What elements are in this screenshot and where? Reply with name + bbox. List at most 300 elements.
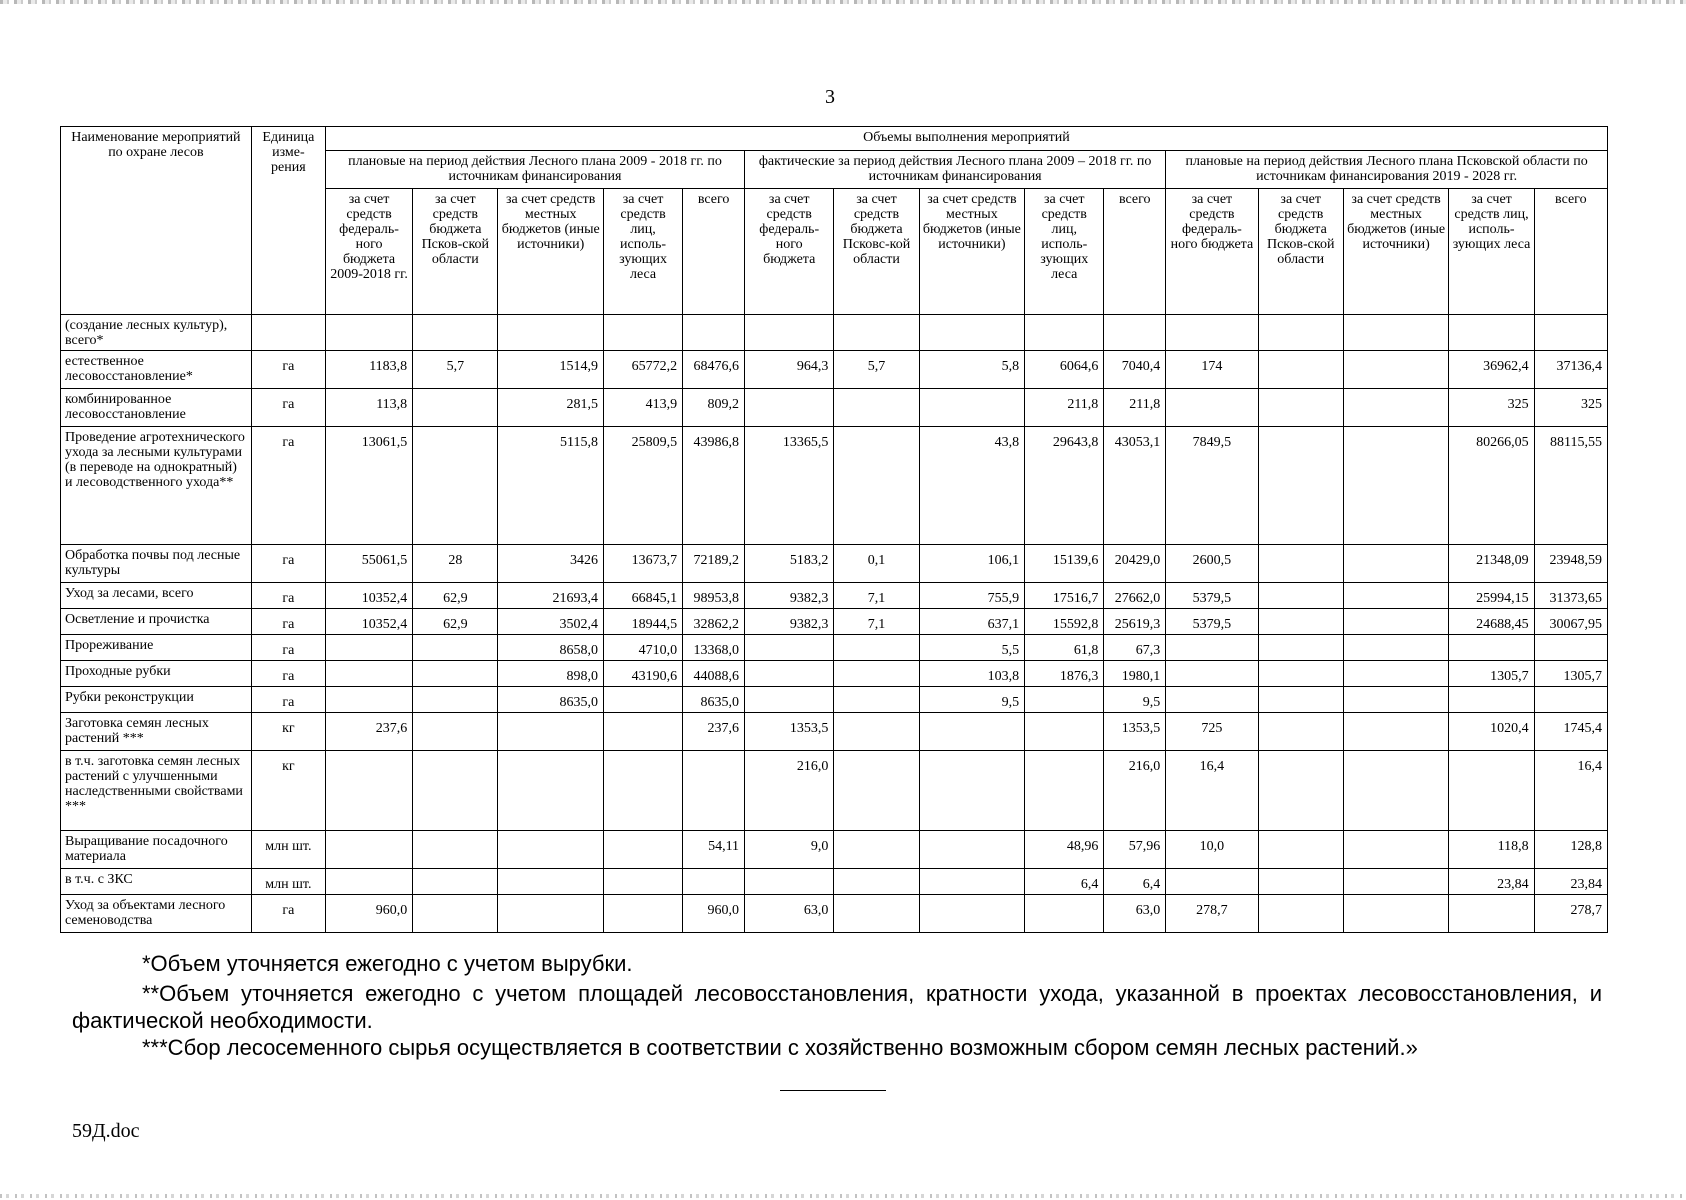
cell-value: 7040,4	[1104, 351, 1166, 389]
table-row	[61, 895, 1608, 933]
row-unit: га	[251, 583, 325, 609]
row-unit: га	[251, 389, 325, 427]
subheader-g2-col2: за счет средств бюджета Псковс-кой области	[834, 189, 919, 315]
cell-value	[603, 831, 682, 869]
cell-value: 25809,5	[603, 427, 682, 545]
cell-value	[413, 389, 498, 427]
subheader-g3-col1: за счет средств федераль-ного бюджета	[1166, 189, 1258, 315]
row-unit: га	[251, 609, 325, 635]
subheader-g2-col4: за счет средств лиц, исполь-зующих леса	[1025, 189, 1104, 315]
cell-value: 18944,5	[603, 609, 682, 635]
cell-value: 63,0	[745, 895, 834, 933]
cell-value: 68476,6	[683, 351, 745, 389]
cell-value	[325, 635, 412, 661]
table-row	[61, 427, 1608, 545]
cell-value: 10352,4	[325, 609, 412, 635]
cell-value: 960,0	[683, 895, 745, 933]
cell-value	[1343, 687, 1449, 713]
row-name: в т.ч. заготовка семян лесных растений с улучшенными наследственными свойствами ***	[61, 751, 252, 831]
cell-value: 325	[1534, 389, 1607, 427]
cell-value	[1343, 751, 1449, 831]
cell-value: 80266,05	[1449, 427, 1534, 545]
cell-value: 7,1	[834, 609, 919, 635]
cell-value: 216,0	[1104, 751, 1166, 831]
cell-value	[834, 869, 919, 895]
cell-value	[919, 713, 1025, 751]
cell-value	[603, 713, 682, 751]
cell-value	[1258, 713, 1343, 751]
cell-value: 17516,7	[1025, 583, 1104, 609]
cell-value: 9,5	[1104, 687, 1166, 713]
cell-value: 1183,8	[325, 351, 412, 389]
cell-value: 63,0	[1104, 895, 1166, 933]
cell-value	[1258, 895, 1343, 933]
cell-value	[919, 751, 1025, 831]
cell-value	[413, 315, 498, 351]
cell-value: 5115,8	[498, 427, 604, 545]
cell-value	[919, 869, 1025, 895]
cell-value: 43190,6	[603, 661, 682, 687]
cell-value: 16,4	[1166, 751, 1258, 831]
cell-value	[834, 751, 919, 831]
row-name: Заготовка семян лесных растений ***	[61, 713, 252, 751]
row-unit: кг	[251, 713, 325, 751]
cell-value: 28	[413, 545, 498, 583]
row-unit: га	[251, 687, 325, 713]
cell-value	[1449, 635, 1534, 661]
cell-value	[413, 751, 498, 831]
table-row	[61, 609, 1608, 635]
table-row	[61, 713, 1608, 751]
row-unit	[251, 315, 325, 351]
row-name: Проходные рубки	[61, 661, 252, 687]
cell-value	[834, 427, 919, 545]
cell-value: 21348,09	[1449, 545, 1534, 583]
cell-value	[413, 713, 498, 751]
cell-value: 23948,59	[1534, 545, 1607, 583]
row-unit: млн шт.	[251, 869, 325, 895]
cell-value	[919, 315, 1025, 351]
cell-value: 13061,5	[325, 427, 412, 545]
header-group-planned-2009-2018: плановые на период действия Лесного плана 2009 - 2018 гг. по источникам финансирования	[325, 151, 744, 189]
cell-value	[834, 831, 919, 869]
cell-value: 5379,5	[1166, 583, 1258, 609]
cell-value	[1343, 315, 1449, 351]
subheader-g2-col3: за счет средств местных бюджетов (иные источники)	[919, 189, 1025, 315]
header-group-actual-2009-2018: фактические за период действия Лесного плана 2009 – 2018 гг. по источникам финансирования	[745, 151, 1166, 189]
cell-value: 106,1	[919, 545, 1025, 583]
cell-value: 27662,0	[1104, 583, 1166, 609]
cell-value: 216,0	[745, 751, 834, 831]
cell-value: 24688,45	[1449, 609, 1534, 635]
cell-value: 43,8	[919, 427, 1025, 545]
cell-value	[1449, 751, 1534, 831]
cell-value: 25619,3	[1104, 609, 1166, 635]
cell-value: 37136,4	[1534, 351, 1607, 389]
cell-value	[745, 635, 834, 661]
subheader-g2-col1: за счет средств федераль-ного бюджета	[745, 189, 834, 315]
cell-value	[834, 635, 919, 661]
cell-value: 25994,15	[1449, 583, 1534, 609]
cell-value: 8635,0	[498, 687, 604, 713]
cell-value: 21693,4	[498, 583, 604, 609]
cell-value	[1258, 661, 1343, 687]
cell-value	[1343, 351, 1449, 389]
cell-value: 1353,5	[1104, 713, 1166, 751]
cell-value: 128,8	[1534, 831, 1607, 869]
cell-value	[919, 831, 1025, 869]
cell-value	[325, 661, 412, 687]
cell-value: 725	[1166, 713, 1258, 751]
cell-value: 13673,7	[603, 545, 682, 583]
cell-value	[325, 831, 412, 869]
cell-value: 5,5	[919, 635, 1025, 661]
cell-value: 4710,0	[603, 635, 682, 661]
cell-value	[1343, 583, 1449, 609]
cell-value	[1258, 869, 1343, 895]
cell-value	[413, 635, 498, 661]
cell-value	[1343, 713, 1449, 751]
table-row	[61, 687, 1608, 713]
row-name: естественное лесовосстановление*	[61, 351, 252, 389]
subheader-g1-col3: за счет средств местных бюджетов (иные источники)	[498, 189, 604, 315]
cell-value: 9382,3	[745, 583, 834, 609]
cell-value: 1353,5	[745, 713, 834, 751]
header-name: Наименование мероприятий по охране лесов	[61, 127, 252, 315]
file-name: 59Д.doc	[72, 1120, 140, 1142]
cell-value	[683, 751, 745, 831]
cell-value	[325, 869, 412, 895]
cell-value	[1449, 687, 1534, 713]
cell-value	[1166, 635, 1258, 661]
cell-value: 898,0	[498, 661, 604, 687]
cell-value: 2600,5	[1166, 545, 1258, 583]
table-row	[61, 751, 1608, 831]
cell-value	[603, 687, 682, 713]
cell-value	[1343, 831, 1449, 869]
cell-value	[1343, 427, 1449, 545]
row-name: (создание лесных культур), всего*	[61, 315, 252, 351]
row-name: Уход за объектами лесного семеноводства	[61, 895, 252, 933]
cell-value	[1025, 315, 1104, 351]
cell-value: 5379,5	[1166, 609, 1258, 635]
cell-value	[1025, 687, 1104, 713]
cell-value: 15139,6	[1025, 545, 1104, 583]
row-unit: млн шт.	[251, 831, 325, 869]
cell-value: 1305,7	[1534, 661, 1607, 687]
cell-value	[413, 869, 498, 895]
cell-value	[1449, 895, 1534, 933]
table-row	[61, 389, 1608, 427]
cell-value: 54,11	[683, 831, 745, 869]
row-name: Осветление и прочистка	[61, 609, 252, 635]
cell-value	[1104, 315, 1166, 351]
divider-line	[780, 1090, 886, 1091]
cell-value: 67,3	[1104, 635, 1166, 661]
cell-value	[745, 687, 834, 713]
row-name: Уход за лесами, всего	[61, 583, 252, 609]
table-row	[61, 545, 1608, 583]
cell-value: 5183,2	[745, 545, 834, 583]
cell-value: 413,9	[603, 389, 682, 427]
cell-value: 211,8	[1104, 389, 1166, 427]
cell-value	[1166, 869, 1258, 895]
header-group-planned-2019-2028: плановые на период действия Лесного плана Псковской области по источникам финансирования 2019 - 2028 гг.	[1166, 151, 1608, 189]
subheader-g1-col1: за счет средств федераль-ного бюджета 2009-2018 гг.	[325, 189, 412, 315]
cell-value: 1745,4	[1534, 713, 1607, 751]
cell-value: 43053,1	[1104, 427, 1166, 545]
cell-value	[1025, 713, 1104, 751]
cell-value	[1343, 895, 1449, 933]
cell-value: 281,5	[498, 389, 604, 427]
cell-value	[1258, 751, 1343, 831]
row-name: Обработка почвы под лесные культуры	[61, 545, 252, 583]
cell-value	[325, 315, 412, 351]
cell-value: 16,4	[1534, 751, 1607, 831]
table-header	[61, 127, 1608, 315]
cell-value	[1343, 661, 1449, 687]
row-unit: га	[251, 545, 325, 583]
cell-value	[1258, 351, 1343, 389]
row-name: Рубки реконструкции	[61, 687, 252, 713]
cell-value	[683, 315, 745, 351]
cell-value	[1343, 869, 1449, 895]
cell-value	[413, 895, 498, 933]
cell-value: 278,7	[1534, 895, 1607, 933]
cell-value	[603, 895, 682, 933]
table-row	[61, 869, 1608, 895]
row-unit: га	[251, 635, 325, 661]
row-name: Проведение агротехнического ухода за лесными культурами (в переводе на однократный) и лесоводственного ухода**	[61, 427, 252, 545]
cell-value: 72189,2	[683, 545, 745, 583]
cell-value: 211,8	[1025, 389, 1104, 427]
cell-value	[498, 713, 604, 751]
cell-value: 62,9	[413, 583, 498, 609]
cell-value: 13368,0	[683, 635, 745, 661]
cell-value: 9382,3	[745, 609, 834, 635]
cell-value	[1258, 635, 1343, 661]
cell-value	[745, 315, 834, 351]
subheader-g2-col5: всего	[1104, 189, 1166, 315]
row-name: Прореживание	[61, 635, 252, 661]
cell-value: 237,6	[683, 713, 745, 751]
header-volumes: Объемы выполнения мероприятий	[325, 127, 1607, 151]
table-row	[61, 315, 1608, 351]
cell-value	[1166, 389, 1258, 427]
subheader-g3-col5: всего	[1534, 189, 1607, 315]
cell-value	[1258, 831, 1343, 869]
cell-value: 964,3	[745, 351, 834, 389]
cell-value	[1258, 427, 1343, 545]
cell-value: 9,0	[745, 831, 834, 869]
forest-protection-table	[60, 126, 1608, 933]
cell-value	[413, 427, 498, 545]
cell-value: 6,4	[1104, 869, 1166, 895]
cell-value: 44088,6	[683, 661, 745, 687]
cell-value	[834, 389, 919, 427]
cell-value: 57,96	[1104, 831, 1166, 869]
cell-value	[1025, 751, 1104, 831]
cell-value: 98953,8	[683, 583, 745, 609]
cell-value	[834, 315, 919, 351]
cell-value: 1305,7	[1449, 661, 1534, 687]
cell-value: 3502,4	[498, 609, 604, 635]
cell-value	[1166, 661, 1258, 687]
cell-value	[1258, 315, 1343, 351]
cell-value: 20429,0	[1104, 545, 1166, 583]
cell-value	[1025, 895, 1104, 933]
cell-value	[834, 687, 919, 713]
subheader-g3-col2: за счет средств бюджета Псков-ской области	[1258, 189, 1343, 315]
cell-value: 88115,55	[1534, 427, 1607, 545]
table-row	[61, 351, 1608, 389]
row-unit: га	[251, 351, 325, 389]
cell-value: 809,2	[683, 389, 745, 427]
cell-value	[1166, 315, 1258, 351]
cell-value: 637,1	[919, 609, 1025, 635]
cell-value	[745, 389, 834, 427]
cell-value: 55061,5	[325, 545, 412, 583]
cell-value	[1258, 609, 1343, 635]
table-row	[61, 831, 1608, 869]
table-row	[61, 635, 1608, 661]
cell-value: 65772,2	[603, 351, 682, 389]
cell-value: 325	[1449, 389, 1534, 427]
cell-value: 10352,4	[325, 583, 412, 609]
cell-value	[413, 687, 498, 713]
cell-value	[683, 869, 745, 895]
cell-value: 48,96	[1025, 831, 1104, 869]
cell-value	[1534, 687, 1607, 713]
footnote-1: *Объем уточняется ежегодно с учетом вырубки.	[142, 951, 633, 976]
cell-value	[1343, 389, 1449, 427]
cell-value: 8658,0	[498, 635, 604, 661]
row-unit: га	[251, 661, 325, 687]
cell-value: 32862,2	[683, 609, 745, 635]
row-unit: кг	[251, 751, 325, 831]
cell-value: 62,9	[413, 609, 498, 635]
cell-value: 30067,95	[1534, 609, 1607, 635]
subheader-g3-col3: за счет средств местных бюджетов (иные источники)	[1343, 189, 1449, 315]
cell-value: 7849,5	[1166, 427, 1258, 545]
cell-value	[1534, 635, 1607, 661]
cell-value	[1534, 315, 1607, 351]
cell-value	[1258, 687, 1343, 713]
cell-value: 1876,3	[1025, 661, 1104, 687]
cell-value	[1343, 635, 1449, 661]
cell-value: 1020,4	[1449, 713, 1534, 751]
cell-value: 3426	[498, 545, 604, 583]
subheader-g1-col4: за счет средств лиц, исполь-зующих леса	[603, 189, 682, 315]
cell-value: 237,6	[325, 713, 412, 751]
row-unit: га	[251, 895, 325, 933]
cell-value	[1343, 609, 1449, 635]
cell-value	[325, 687, 412, 713]
cell-value: 15592,8	[1025, 609, 1104, 635]
cell-value: 278,7	[1166, 895, 1258, 933]
cell-value: 5,7	[834, 351, 919, 389]
cell-value	[834, 661, 919, 687]
header-unit: Единица изме-рения	[251, 127, 325, 315]
cell-value: 43986,8	[683, 427, 745, 545]
footnote-3: ***Сбор лесосеменного сырья осуществляется в соответствии с хозяйственно возможным сбором семян лесных растений.»	[142, 1035, 1418, 1060]
cell-value	[919, 389, 1025, 427]
cell-value	[1258, 583, 1343, 609]
footnote-2: **Объем уточняется ежегодно с учетом площадей лесовосстановления, кратности ухода, указанной в проектах лесовосстановления, и фактической необходимости.	[72, 981, 1602, 1033]
cell-value: 6064,6	[1025, 351, 1104, 389]
cell-value: 10,0	[1166, 831, 1258, 869]
cell-value: 103,8	[919, 661, 1025, 687]
cell-value: 5,7	[413, 351, 498, 389]
row-name: в т.ч. с ЗКС	[61, 869, 252, 895]
table-row	[61, 583, 1608, 609]
cell-value: 13365,5	[745, 427, 834, 545]
row-unit: га	[251, 427, 325, 545]
cell-value	[603, 751, 682, 831]
cell-value	[1258, 545, 1343, 583]
cell-value	[1258, 389, 1343, 427]
cell-value	[413, 661, 498, 687]
cell-value	[498, 869, 604, 895]
cell-value	[603, 869, 682, 895]
cell-value: 118,8	[1449, 831, 1534, 869]
cell-value: 755,9	[919, 583, 1025, 609]
cell-value: 36962,4	[1449, 351, 1534, 389]
row-name: Выращивание посадочного материала	[61, 831, 252, 869]
cell-value: 23,84	[1534, 869, 1607, 895]
page-number: 3	[825, 86, 835, 108]
cell-value	[834, 713, 919, 751]
cell-value: 113,8	[325, 389, 412, 427]
table-row	[61, 661, 1608, 687]
cell-value: 9,5	[919, 687, 1025, 713]
cell-value	[745, 869, 834, 895]
cell-value	[1166, 687, 1258, 713]
cell-value: 5,8	[919, 351, 1025, 389]
cell-value	[1449, 315, 1534, 351]
subheader-g1-col5: всего	[683, 189, 745, 315]
cell-value: 1980,1	[1104, 661, 1166, 687]
scan-edge-bottom	[0, 1194, 1686, 1198]
cell-value	[745, 661, 834, 687]
cell-value	[325, 751, 412, 831]
cell-value: 8635,0	[683, 687, 745, 713]
cell-value: 29643,8	[1025, 427, 1104, 545]
cell-value: 0,1	[834, 545, 919, 583]
cell-value: 1514,9	[498, 351, 604, 389]
cell-value	[919, 895, 1025, 933]
cell-value: 174	[1166, 351, 1258, 389]
cell-value	[498, 751, 604, 831]
cell-value: 31373,65	[1534, 583, 1607, 609]
cell-value: 7,1	[834, 583, 919, 609]
cell-value	[603, 315, 682, 351]
cell-value: 960,0	[325, 895, 412, 933]
subheader-g3-col4: за счет средств лиц, исполь-зующих леса	[1449, 189, 1534, 315]
cell-value	[498, 895, 604, 933]
cell-value	[834, 895, 919, 933]
cell-value: 23,84	[1449, 869, 1534, 895]
cell-value: 6,4	[1025, 869, 1104, 895]
subheader-g1-col2: за счет средств бюджета Псков-ской области	[413, 189, 498, 315]
cell-value: 61,8	[1025, 635, 1104, 661]
cell-value	[498, 315, 604, 351]
cell-value: 66845,1	[603, 583, 682, 609]
cell-value	[498, 831, 604, 869]
cell-value	[413, 831, 498, 869]
row-name: комбинированное лесовосстановление	[61, 389, 252, 427]
scan-edge-top	[0, 0, 1686, 4]
